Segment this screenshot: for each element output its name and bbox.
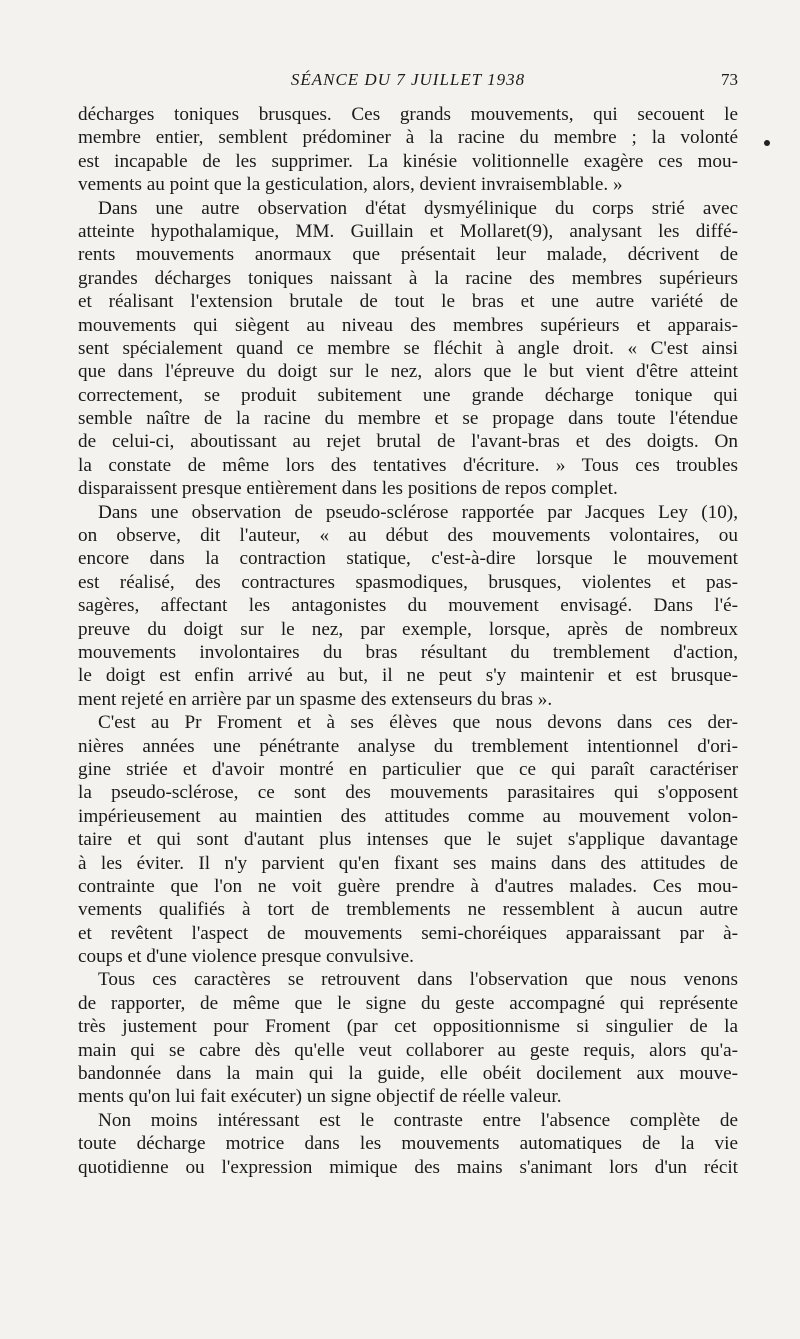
text-line: nières années une pénétrante analyse du tremblement intentionnel d'ori- [78,735,738,757]
running-title: SÉANCE DU 7 JUILLET 1938 [290,70,526,89]
text-line: preuve du doigt sur le nez, par exemple, lorsque, après de nombreux [78,618,738,640]
text-line: encore dans la contraction statique, c'est-à-dire lorsque le mouvement [78,548,738,570]
text-line: sagères, affectant les antagonistes du mouvement envisagé. Dans l'é- [78,595,738,617]
text-line: Dans une observation de pseudo-sclérose rapportée par Jacques Ley (10), [98,501,738,523]
text-line: de rapporter, de même que le signe du geste accompagné qui représente [78,992,738,1014]
text-line: gine striée et d'avoir montré en particulier que ce qui paraît caractériser [78,758,738,780]
text-line: rents mouvements anormaux que présentait leur malade, décrivent de [78,244,738,266]
text-line: grandes décharges toniques naissant à la racine des membres supérieurs [78,267,738,289]
text-line: atteinte hypothalamique, MM. Guillain et Mollaret(9), analysant les diffé- [78,220,738,242]
body-text [78,103,738,1179]
text-line: décharges toniques brusques. Ces grands mouvements, qui secouent le [78,104,738,125]
text-line: toute décharge motrice dans les mouvements automatiques de la vie [78,1133,738,1155]
text-line: disparaissent presque entièrement dans les positions de repos complet. [78,478,618,500]
text-line: C'est au Pr Froment et à ses élèves que nous devons dans ces der- [98,712,738,734]
text-line: main qui se cabre dès qu'elle veut collaborer au geste requis, alors qu'a- [78,1039,738,1061]
margin-ink-mark [764,140,770,146]
text-line: est réalisé, des contractures spasmodiques, brusques, violentes et pas- [78,571,738,593]
text-line: contrainte que l'on ne voit guère prendre à d'autres malades. Ces mou- [78,875,738,897]
text-line: semble naître de la racine du membre et se propage dans toute l'étendue [78,408,738,430]
text-line: ments qu'on lui fait exécuter) un signe objectif de réelle valeur. [78,1086,562,1108]
text-line: à les éviter. Il n'y parvient qu'en fixant ses mains dans des attitudes de [78,852,738,874]
text-line: Tous ces caractères se retrouvent dans l'observation que nous venons [98,969,738,991]
text-line: mouvements involontaires du bras résultant du tremblement d'action, [78,641,738,663]
text-line: bandonnée dans la main qui la guide, elle obéit docilement aux mouve- [78,1063,738,1085]
text-line: ment rejeté en arrière par un spasme des extenseurs du bras ». [78,688,553,710]
text-line: Non moins intéressant est le contraste entre l'absence complète de [98,1109,738,1131]
page-header [78,70,738,94]
text-line: correctement, se produit subitement une grande décharge tonique qui [78,384,738,406]
text-line: très justement pour Froment (par cet oppositionnisme si singulier de la [78,1016,738,1038]
text-line: Dans une autre observation d'état dysmyélinique du corps strié avec [98,197,738,219]
text-line: mouvements qui siègent au niveau des membres supérieurs et apparais- [78,314,738,336]
text-line: le doigt est enfin arrivé au but, il ne peut s'y maintenir et est brusque- [78,665,738,687]
text-line: et revêtent l'aspect de mouvements semi-choréiques apparaissant par à- [78,922,738,944]
page-number: 73 [721,70,738,89]
text-line: vements au point que la gesticulation, alors, devient invraisemblable. » [78,174,623,196]
text-line: on observe, dit l'auteur, « au début des mouvements volontaires, ou [78,525,738,547]
text-line: quotidienne ou l'expression mimique des mains s'animant lors d'un récit [78,1156,738,1178]
text-line: de celui-ci, aboutissant au rejet brutal de l'avant-bras et des doigts. On [78,431,738,453]
text-line: la constate de même lors des tentatives d'écriture. » Tous ces troubles [78,454,738,476]
text-line: la pseudo-sclérose, ce sont des mouvements parasitaires qui s'opposent [78,782,738,804]
text-line: taire et qui sont d'autant plus intenses que le sujet s'applique davantage [78,829,738,851]
text-line: et réalisant l'extension brutale de tout le bras et une autre variété de [78,291,738,313]
text-line: membre entier, semblent prédominer à la racine du membre ; la volonté [78,127,738,149]
text-line: coups et d'une violence presque convulsive. [78,946,414,968]
text-line: impérieusement au maintien des attitudes comme au mouvement volon- [78,805,738,827]
text-line: vements qualifiés à tort de tremblements ne ressemblent à aucun autre [78,899,738,921]
text-line: est incapable de les supprimer. La kinésie volitionnelle exagère ces mou- [78,150,738,172]
text-line: que dans l'épreuve du doigt sur le nez, alors que le but vient d'être atteint [78,361,738,383]
text-line: sent spécialement quand ce membre se fléchit à angle droit. « C'est ainsi [78,337,738,359]
